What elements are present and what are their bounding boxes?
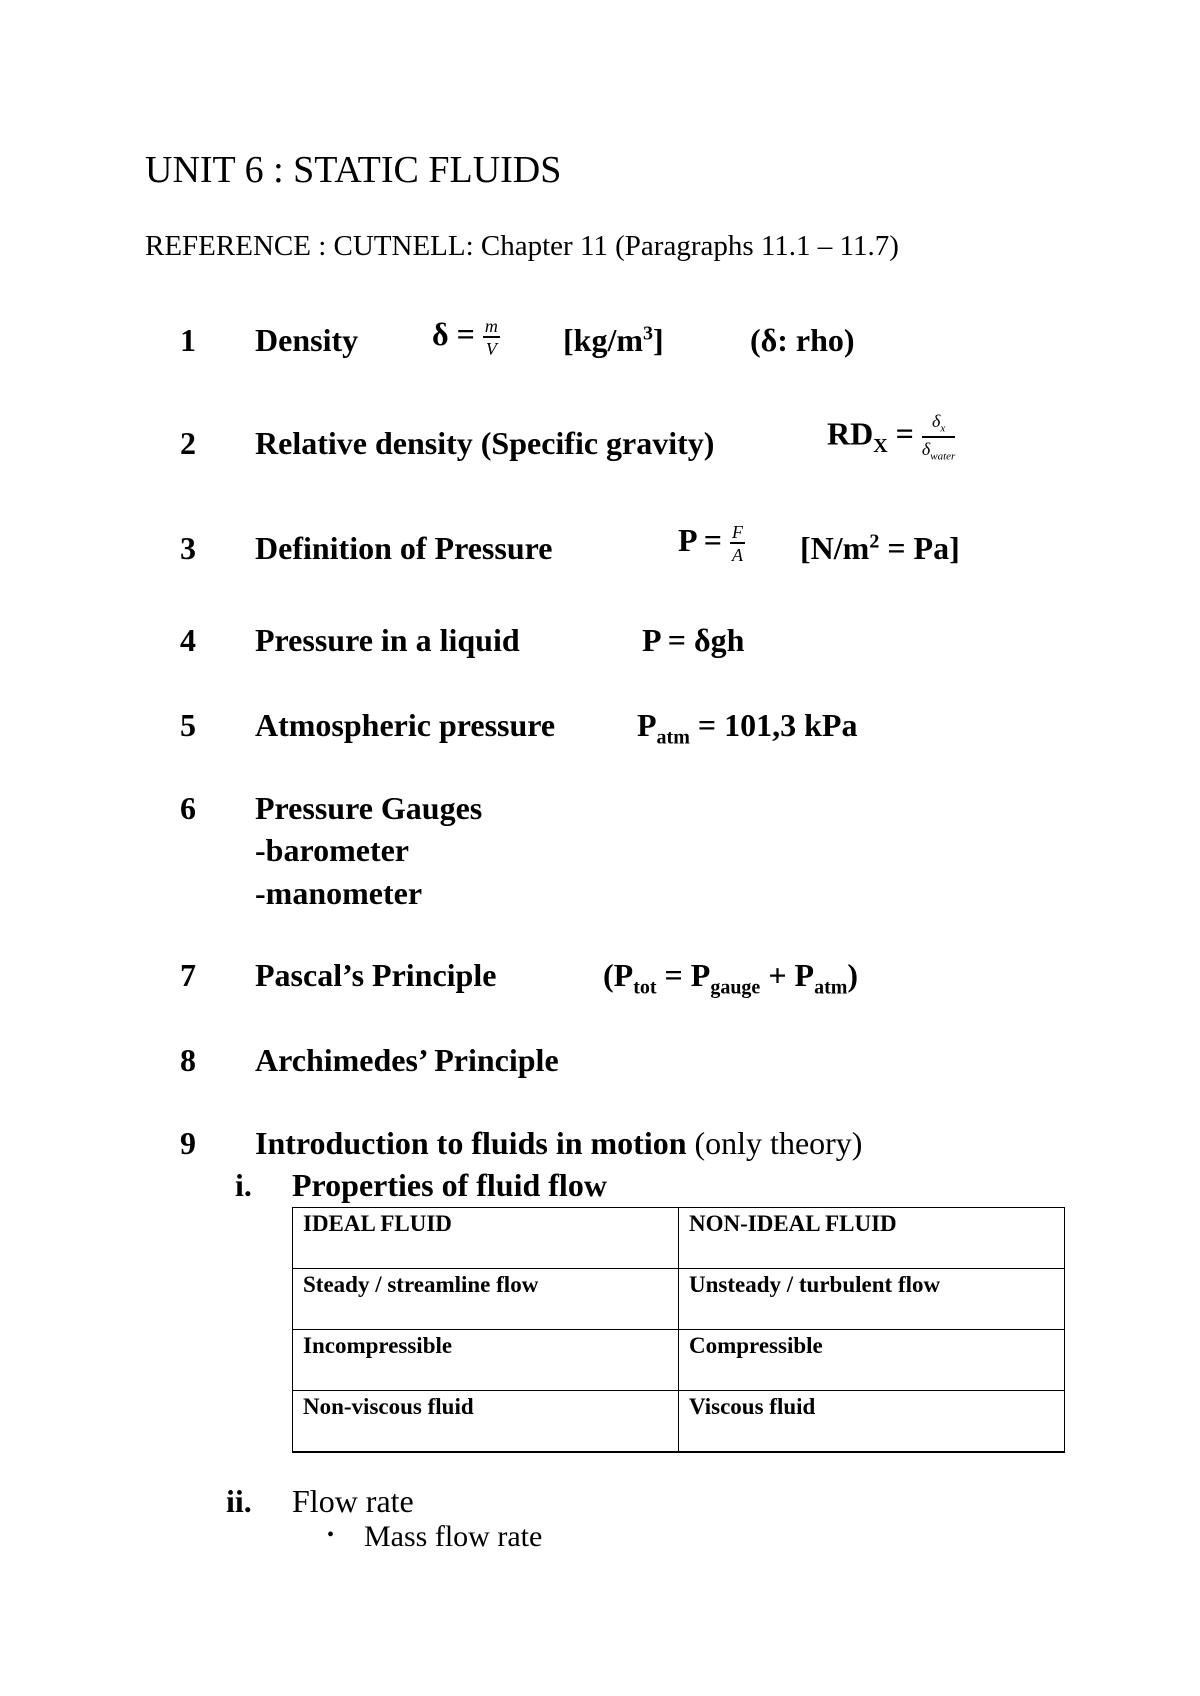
unit-text: [kg/m bbox=[563, 322, 643, 358]
gauge-manometer: -manometer bbox=[255, 875, 423, 911]
pascal-sub-gauge: gauge bbox=[710, 976, 761, 999]
pressure-fraction bbox=[730, 523, 745, 564]
fraction-numerator: m bbox=[484, 316, 498, 337]
density-fraction bbox=[483, 317, 500, 358]
item-label-archimedes: Archimedes’ Principle bbox=[255, 1042, 559, 1078]
pascal-formula bbox=[603, 957, 858, 999]
section-ii-label: Flow rate bbox=[292, 1483, 414, 1519]
item-number: 9 bbox=[180, 1125, 196, 1161]
density-note: (δ: rho) bbox=[750, 322, 855, 358]
pascal-close: ) bbox=[847, 957, 859, 993]
table-cell: Steady / streamline flow bbox=[293, 1269, 679, 1330]
denominator-subscript: water bbox=[930, 450, 956, 463]
page-title: UNIT 6 : STATIC FLUIDS bbox=[145, 149, 562, 191]
table-cell: Incompressible bbox=[293, 1330, 679, 1391]
atm-subscript: atm bbox=[656, 726, 690, 749]
pascal-eq: = P bbox=[656, 957, 711, 993]
fluid-properties-table bbox=[292, 1207, 1065, 1453]
rd-lhs: RD bbox=[827, 415, 874, 452]
table-cell: Compressible bbox=[679, 1330, 1065, 1391]
item-number: 5 bbox=[180, 707, 196, 743]
table-cell: Non-viscous fluid bbox=[293, 1391, 679, 1453]
item-number: 2 bbox=[180, 425, 196, 461]
unit-close: ] bbox=[653, 322, 664, 358]
unit-exponent: 2 bbox=[869, 530, 880, 553]
denominator-symbol: δ bbox=[921, 438, 931, 459]
relative-density-formula bbox=[827, 412, 955, 462]
pressure-lhs: P = bbox=[678, 522, 723, 558]
bullet-mass-flow-rate: Mass flow rate bbox=[364, 1520, 543, 1553]
unit-text: [N/m bbox=[800, 530, 870, 566]
rd-fraction bbox=[922, 412, 955, 462]
rd-subscript: X bbox=[873, 434, 888, 457]
pressure-formula bbox=[678, 522, 745, 564]
reference-line: REFERENCE : CUTNELL: Chapter 11 (Paragraphs 11.1 – 11.7) bbox=[145, 230, 899, 262]
item-number: 6 bbox=[180, 790, 196, 826]
pascal-plus: + P bbox=[760, 957, 815, 993]
atm-lhs: P bbox=[637, 707, 657, 743]
fraction-denominator: A bbox=[732, 545, 744, 566]
gauge-barometer: -barometer bbox=[255, 832, 409, 868]
item-label-atmospheric-pressure: Atmospheric pressure bbox=[255, 707, 556, 743]
numerator-subscript: x bbox=[940, 422, 946, 435]
section-i-marker: i. bbox=[235, 1167, 252, 1203]
item-number: 8 bbox=[180, 1042, 196, 1078]
fluids-motion-note: (only theory) bbox=[686, 1125, 863, 1161]
rd-equals: = bbox=[895, 415, 914, 452]
item-number: 1 bbox=[180, 322, 196, 358]
pressure-unit bbox=[800, 530, 960, 567]
table-header-row bbox=[293, 1208, 1065, 1269]
fraction-denominator: V bbox=[485, 339, 497, 360]
atmospheric-formula bbox=[637, 707, 857, 749]
item-label-pressure-definition: Definition of Pressure bbox=[255, 530, 553, 566]
fraction-denominator bbox=[922, 438, 955, 463]
table-cell: Unsteady / turbulent flow bbox=[679, 1269, 1065, 1330]
item-label-pressure-liquid: Pressure in a liquid bbox=[255, 622, 520, 658]
density-unit bbox=[563, 322, 664, 359]
table-cell: Viscous fluid bbox=[679, 1391, 1065, 1453]
pascal-sub-tot: tot bbox=[633, 976, 657, 999]
bullet-icon: • bbox=[327, 1524, 335, 1546]
item-label-pascal: Pascal’s Principle bbox=[255, 957, 497, 993]
item-number: 4 bbox=[180, 622, 196, 658]
table-row bbox=[293, 1330, 1065, 1391]
item-label-fluids-motion bbox=[255, 1125, 862, 1162]
atm-value: = 101,3 kPa bbox=[689, 707, 858, 743]
unit-close: = Pa] bbox=[879, 530, 960, 566]
liquid-pressure-formula: P = δgh bbox=[642, 622, 745, 658]
item-label-density: Density bbox=[255, 322, 359, 358]
fraction-numerator: F bbox=[732, 522, 744, 543]
item-label-pressure-gauges: Pressure Gauges bbox=[255, 790, 483, 826]
table-row bbox=[293, 1269, 1065, 1330]
item-number: 3 bbox=[180, 530, 196, 566]
item-number: 7 bbox=[180, 957, 196, 993]
table-header-cell: IDEAL FLUID bbox=[293, 1208, 679, 1269]
density-lhs: δ = bbox=[432, 316, 475, 352]
item-label-relative-density: Relative density (Specific gravity) bbox=[255, 425, 715, 461]
density-formula bbox=[432, 316, 500, 358]
section-ii-marker: ii. bbox=[226, 1483, 252, 1519]
section-i-label: Properties of fluid flow bbox=[292, 1167, 607, 1203]
pascal-sub-atm: atm bbox=[814, 976, 848, 999]
unit-exponent: 3 bbox=[643, 322, 653, 345]
table-row bbox=[293, 1391, 1065, 1453]
pascal-open: (P bbox=[603, 957, 634, 993]
fraction-numerator bbox=[922, 412, 955, 438]
numerator-symbol: δ bbox=[931, 411, 941, 431]
fluids-motion-title: Introduction to fluids in motion bbox=[255, 1125, 687, 1161]
table-header-cell: NON-IDEAL FLUID bbox=[679, 1208, 1065, 1269]
